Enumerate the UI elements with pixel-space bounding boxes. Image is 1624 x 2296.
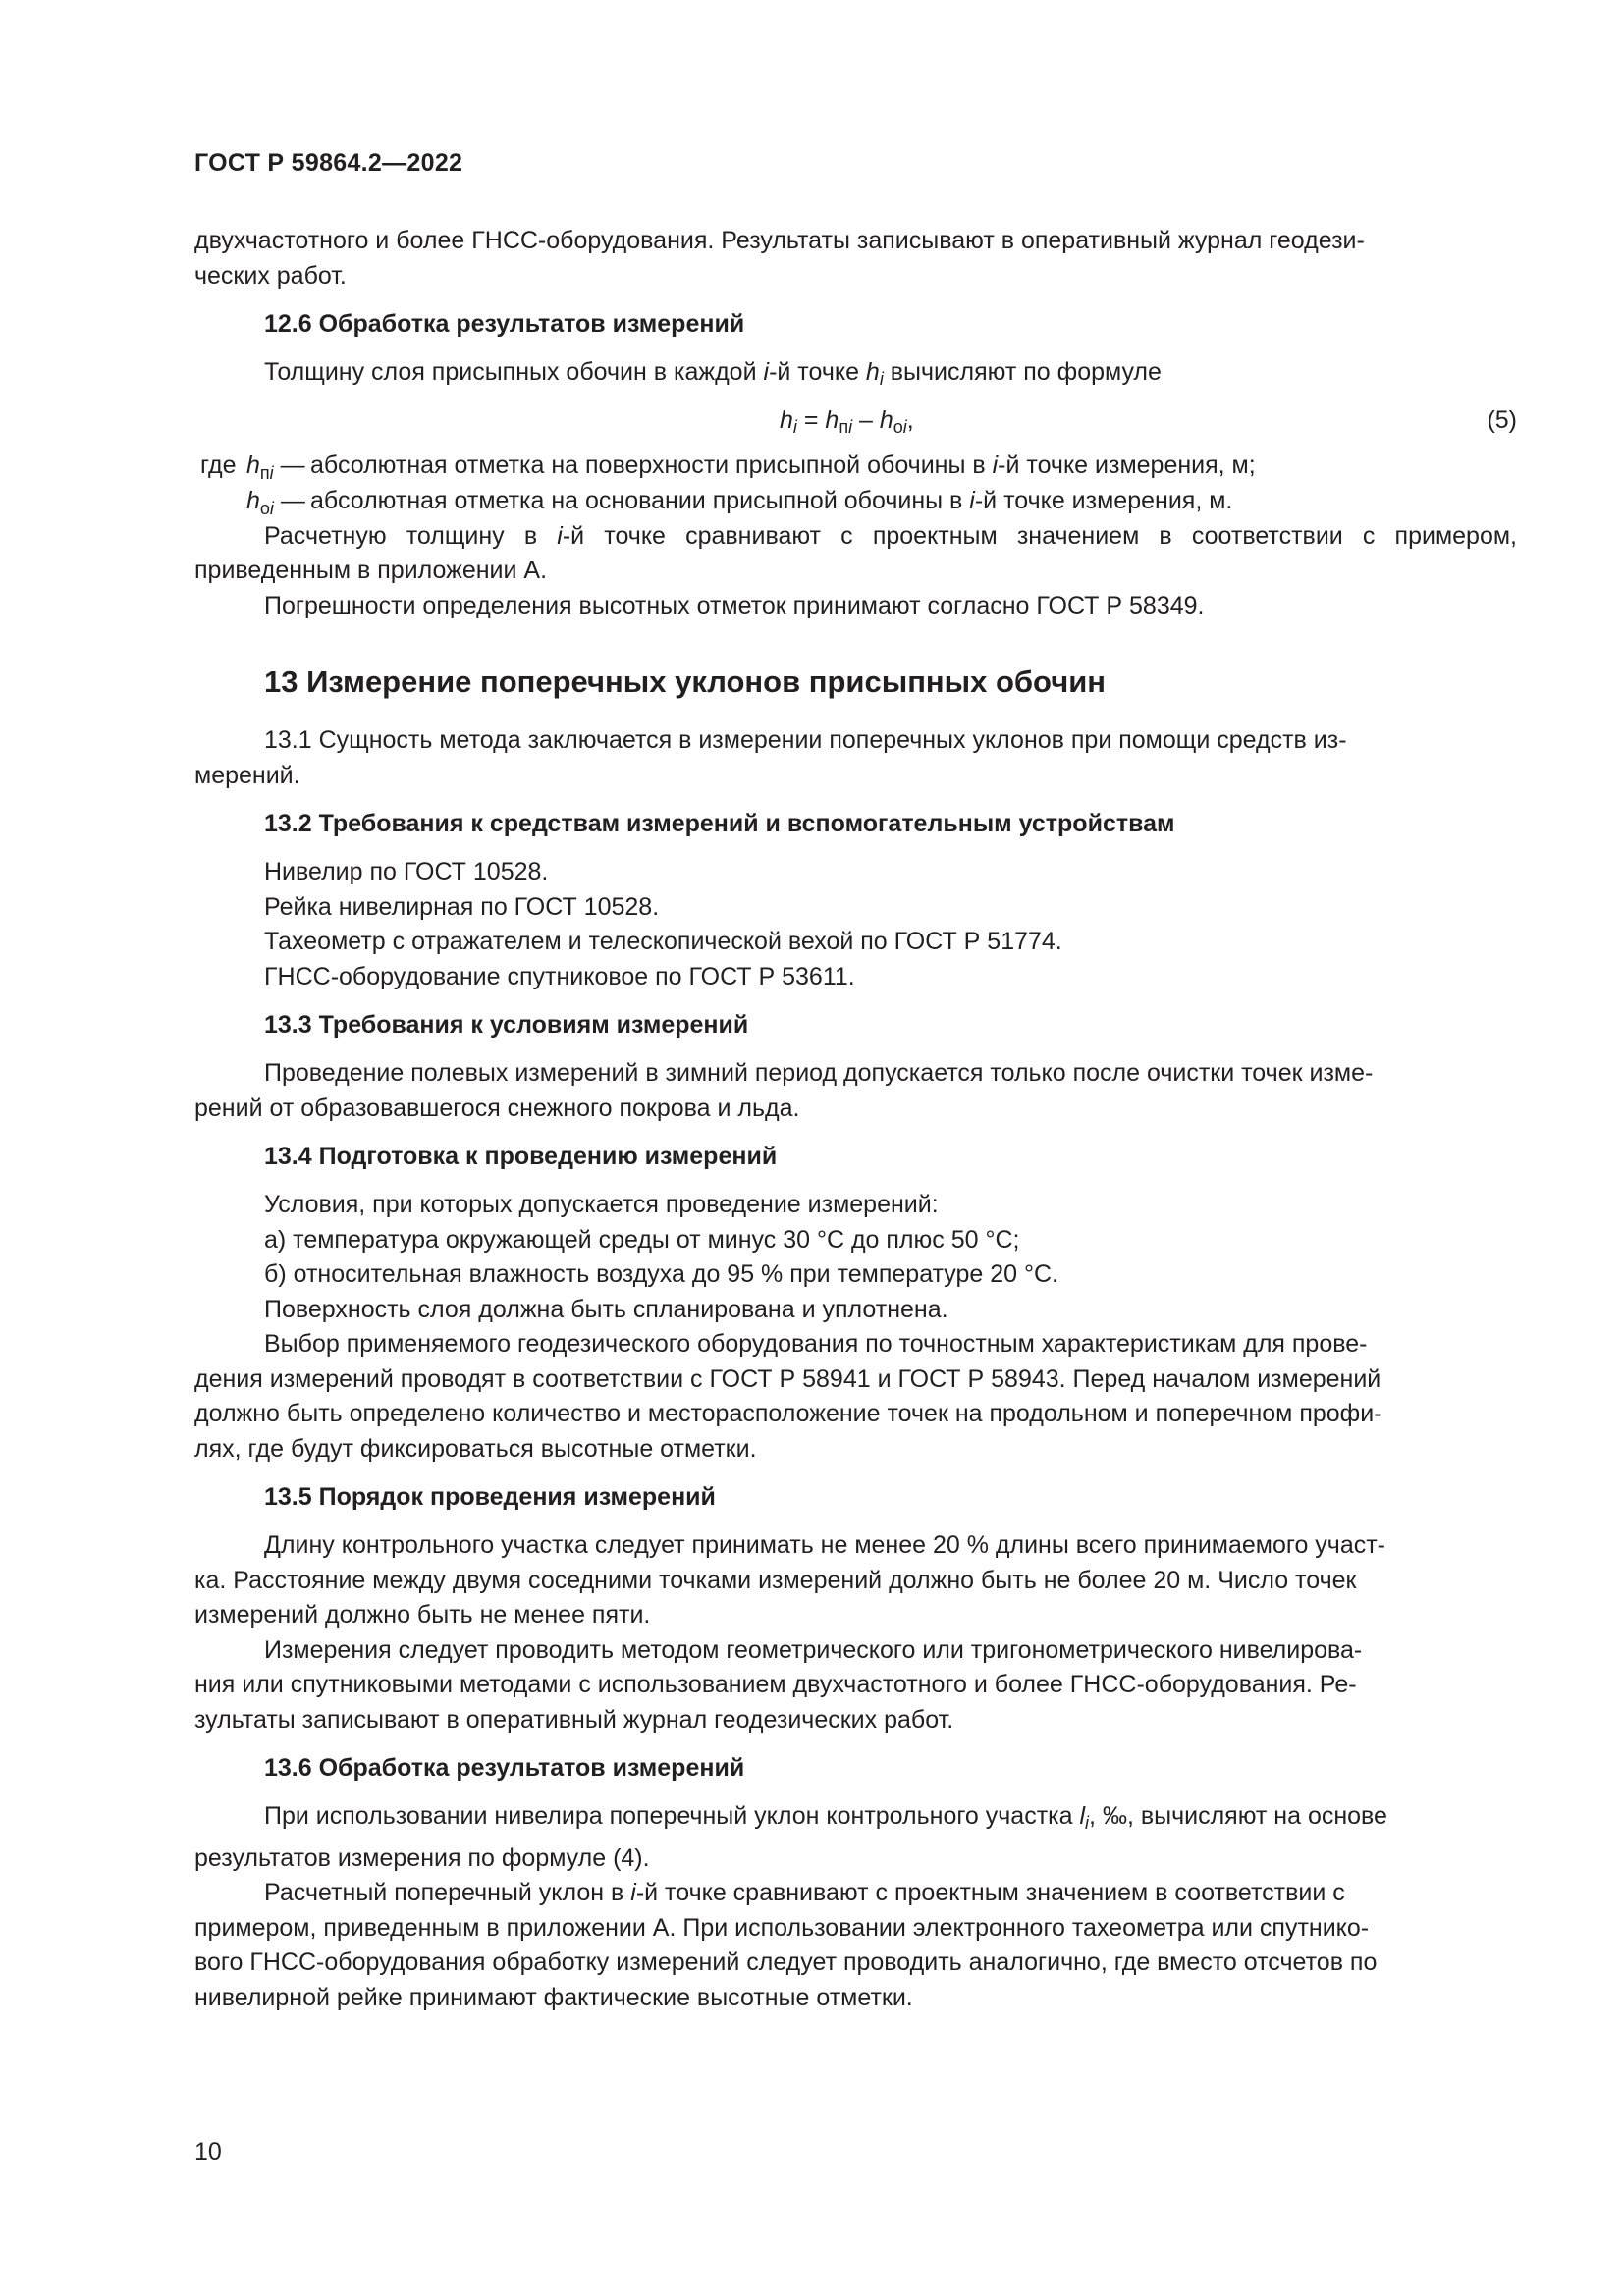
text-line: измерений должно быть не менее пяти. (194, 1601, 651, 1629)
text-line: зультаты записывают в оперативный журнал геодезических работ. (194, 1705, 954, 1734)
document-code-header: ГОСТ Р 59864.2—2022 (194, 149, 463, 177)
procedure-paragraph-2 (194, 1633, 1517, 1738)
text-line: нивелирной рейке принимают фактические высотные отметки. (194, 1983, 913, 2011)
subsection-heading-13-4: 13.4 Подготовка к проведению измерений (264, 1143, 778, 1170)
where-symbol: $h_{пi}$ — (246, 451, 305, 483)
text-line: Расчетный поперечный уклон в i-й точке сравнивают с проектным значением в соответствии с (264, 1879, 1345, 1906)
where-row (194, 449, 1517, 484)
where-lead: где (200, 451, 237, 479)
text-line: При использовании нивелира поперечный уклон контрольного участка $l_i$, ‰, вычисляют на основе (264, 1802, 1387, 1833)
text-line: результатов измерения по формуле (4). (194, 1843, 650, 1872)
subsection-heading-13-2: 13.2 Требования к средствам измерений и вспомогательным устройствам (264, 810, 1175, 837)
subsection-heading-12-6: 12.6 Обработка результатов измерений (264, 310, 745, 338)
where-description: абсолютная отметка на основании присыпной обочины в i-й точке измерения, м. (310, 486, 1233, 514)
list-item: Тахеометр с отражателем и телескопической вехой по ГОСТ Р 51774. (264, 928, 1062, 955)
list-item: Рейка нивелирная по ГОСТ 10528. (264, 892, 660, 921)
conditions-intro: Условия, при которых допускается проведение измерений: (264, 1191, 939, 1218)
text-line: рений от образовавшегося снежного покрова и льда. (194, 1094, 800, 1122)
text-line: Длину контрольного участка следует принимать не менее 20 % длины всего принимаемого участ- (264, 1531, 1385, 1559)
text-line: мерений. (194, 761, 300, 789)
condition-item-b: б) относительная влажность воздуха до 95 % при температуре 20 °С. (264, 1260, 1058, 1288)
formula-5: $h_i = h_{пi} - h_{оi}$, (780, 405, 914, 437)
condition-item-a: а) температура окружающей среды от минус 30 °С до плюс 50 °С; (264, 1225, 1020, 1254)
text-line: дения измерений проводят в соответствии с ГОСТ Р 58941 и ГОСТ Р 58943. Перед началом измерений (194, 1364, 1381, 1393)
text-line: примером, приведенным в приложении А. При использовании электронного тахеометра или спутнико- (194, 1913, 1370, 1942)
text-line: Измерения следует проводить методом геометрического или тригонометрического нивелирова- (264, 1635, 1363, 1664)
page-number: 10 (194, 2138, 222, 2165)
list-item: Нивелир по ГОСТ 10528. (264, 858, 549, 885)
continuation-paragraph (194, 224, 1517, 294)
errors-paragraph: Погрешности определения высотных отметок принимают согласно ГОСТ Р 58349. (264, 591, 1205, 619)
text-line: Проведение полевых измерений в зимний период допускается только после очистки точек изме- (264, 1059, 1374, 1087)
text-line: лях, где будут фиксироваться высотные отметки. (194, 1434, 757, 1463)
formula-number: (5) (1487, 405, 1517, 434)
text-line: должно быть определено количество и месторасположение точек на продольном и поперечном профи- (194, 1400, 1382, 1427)
text-line: ния или спутниковыми методами с использованием двухчастотного и более ГНСС-оборудования. Ре- (194, 1671, 1357, 1698)
where-symbol: $h_{оi}$ — (246, 486, 305, 518)
procedure-paragraph-1 (194, 1528, 1517, 1633)
text-line: двухчастотного и более ГНСС-оборудования. Результаты записывают в оперативный журнал геодези- (194, 227, 1365, 254)
subsection-heading-13-6: 13.6 Обработка результатов измерений (264, 1754, 745, 1782)
section-heading-13: 13 Измерение поперечных уклонов присыпных обочин (264, 665, 1106, 699)
where-row (194, 484, 1517, 519)
text-line: ческих работ. (194, 261, 347, 290)
comparison-paragraph: Расчетную толщину в i-й точке сравнивают с проектным значением в соответствии с примером, приведенным в приложении А. (194, 521, 1517, 584)
surface-requirement: Поверхность слоя должна быть спланирована и уплотнена. (264, 1295, 948, 1323)
text-line: вого ГНСС-оборудования обработку измерений следует проводить аналогично, где вместо отсчетов по (194, 1949, 1378, 1976)
list-item: ГНСС-оборудование спутниковое по ГОСТ Р 53611. (264, 962, 855, 990)
equipment-choice-paragraph (194, 1327, 1517, 1467)
formula-intro: Толщину слоя присыпных обочин в каждой i-й точке $h_i$ вычисляют по формуле (264, 358, 1162, 389)
text-line: 13.1 Сущность метода заключается в измерении поперечных уклонов при помощи средств из- (264, 726, 1347, 754)
instrument-list (194, 855, 1517, 994)
subsection-heading-13-3: 13.3 Требования к условиям измерений (264, 1011, 749, 1039)
text-line: Выбор применяемого геодезического оборудования по точностным характеристикам для прове- (264, 1330, 1368, 1358)
text-line: ка. Расстояние между двумя соседними точками измерений должно быть не более 20 м. Число точек (194, 1566, 1357, 1594)
subsection-heading-13-5: 13.5 Порядок проведения измерений (264, 1483, 716, 1511)
formula-block (194, 401, 1517, 445)
where-description: абсолютная отметка на поверхности присыпной обочины в i-й точке измерения, м; (310, 451, 1256, 479)
page-content (194, 224, 1517, 2015)
